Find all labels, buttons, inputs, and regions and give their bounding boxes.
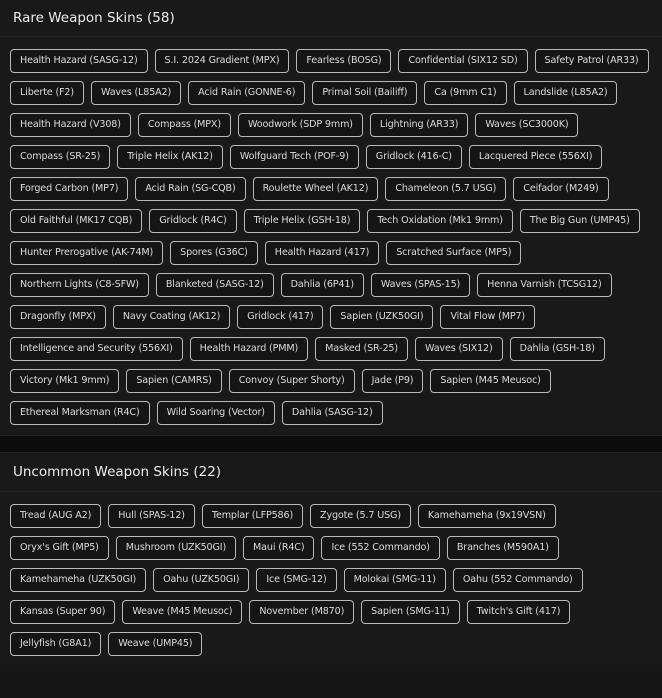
skin-chip[interactable]: Acid Rain (SG-CQB) [135, 177, 245, 201]
skin-chip[interactable]: Gridlock (R4C) [149, 209, 236, 233]
skin-chip[interactable]: Ceifador (M249) [513, 177, 608, 201]
skin-chip[interactable]: Chameleon (5.7 USG) [385, 177, 506, 201]
skin-chip[interactable]: Compass (MPX) [138, 113, 231, 137]
skin-chip[interactable]: Lightning (AR33) [370, 113, 468, 137]
skin-chip[interactable]: Gridlock (417) [237, 305, 323, 329]
skin-chip[interactable]: Twitch's Gift (417) [467, 600, 571, 624]
skin-chip[interactable]: Sapien (SMG-11) [361, 600, 459, 624]
skin-chip[interactable]: Kamehameha (UZK50GI) [10, 568, 146, 592]
rare-skins-title: Rare Weapon Skins (58) [0, 0, 662, 37]
skin-chip[interactable]: Blanketed (SASG-12) [156, 273, 274, 297]
skin-chip[interactable]: Jellyfish (G8A1) [10, 632, 101, 656]
uncommon-skins-title: Uncommon Weapon Skins (22) [0, 453, 662, 492]
skin-chip[interactable]: Ethereal Marksman (R4C) [10, 401, 150, 425]
skin-chip[interactable]: The Big Gun (UMP45) [520, 209, 640, 233]
skin-chip[interactable]: Masked (SR-25) [315, 337, 408, 361]
skin-chip[interactable]: Oahu (552 Commando) [453, 568, 583, 592]
skin-chip[interactable]: Health Hazard (PMM) [190, 337, 308, 361]
skin-chip[interactable]: Dahlia (6P41) [281, 273, 364, 297]
skin-chip[interactable]: Gridlock (416-C) [366, 145, 462, 169]
skin-chip[interactable]: Dragonfly (MPX) [10, 305, 106, 329]
skin-chip[interactable]: Henna Varnish (TCSG12) [477, 273, 611, 297]
skin-chip[interactable]: Templar (LFP586) [202, 504, 303, 528]
skin-chip[interactable]: Dahlia (GSH-18) [510, 337, 605, 361]
skin-chip[interactable]: Mushroom (UZK50GI) [116, 536, 236, 560]
skin-chip[interactable]: Ice (SMG-12) [256, 568, 336, 592]
skin-chip[interactable]: Health Hazard (V308) [10, 113, 131, 137]
skin-chip[interactable]: Convoy (Super Shorty) [229, 369, 355, 393]
skin-chip[interactable]: Kamehameha (9x19VSN) [418, 504, 556, 528]
skin-chip[interactable]: Acid Rain (GONNE-6) [188, 81, 305, 105]
skin-chip[interactable]: Roulette Wheel (AK12) [253, 177, 379, 201]
skin-chip[interactable]: Ca (9mm C1) [424, 81, 506, 105]
skin-chip[interactable]: Molokai (SMG-11) [344, 568, 446, 592]
skin-chip[interactable]: Forged Carbon (MP7) [10, 177, 128, 201]
skin-chip[interactable]: Lacquered Piece (556XI) [469, 145, 602, 169]
skin-chip[interactable]: Health Hazard (SASG-12) [10, 49, 148, 73]
skin-chip[interactable]: Victory (Mk1 9mm) [10, 369, 119, 393]
skin-chip[interactable]: November (M870) [249, 600, 354, 624]
skin-chip[interactable]: Wild Soaring (Vector) [157, 401, 275, 425]
skin-chip[interactable]: Triple Helix (GSH-18) [244, 209, 361, 233]
uncommon-skins-section [0, 453, 662, 666]
skin-chip[interactable]: Kansas (Super 90) [10, 600, 115, 624]
skin-chip[interactable]: Triple Helix (AK12) [117, 145, 223, 169]
skin-chip[interactable]: Waves (L85A2) [91, 81, 181, 105]
skin-chip[interactable]: Old Faithful (MK17 CQB) [10, 209, 142, 233]
skin-chip[interactable]: Compass (SR-25) [10, 145, 110, 169]
skin-chip[interactable]: Vital Flow (MP7) [440, 305, 535, 329]
skin-chip[interactable]: Waves (SPAS-15) [371, 273, 470, 297]
skin-chip[interactable]: Tread (AUG A2) [10, 504, 101, 528]
skin-chip[interactable]: Oryx's Gift (MP5) [10, 536, 109, 560]
skin-chip[interactable]: Intelligence and Security (556XI) [10, 337, 183, 361]
skin-chip[interactable]: Zygote (5.7 USG) [310, 504, 411, 528]
skin-chip[interactable]: Waves (SC3000K) [475, 113, 578, 137]
skin-chip[interactable]: Branches (M590A1) [447, 536, 559, 560]
skin-chip[interactable]: Spores (G36C) [170, 241, 258, 265]
skin-chip[interactable]: Dahlia (SASG-12) [282, 401, 383, 425]
skin-chip[interactable]: Maui (R4C) [243, 536, 314, 560]
skin-chip[interactable]: Safety Patrol (AR33) [535, 49, 649, 73]
skin-chip[interactable]: Sapien (UZK50GI) [330, 305, 433, 329]
skin-chip[interactable]: Fearless (BOSG) [296, 49, 391, 73]
skin-chip[interactable]: Ice (552 Commando) [321, 536, 439, 560]
skin-chip[interactable]: Oahu (UZK50GI) [153, 568, 249, 592]
skin-chip[interactable]: Sapien (M45 Meusoc) [430, 369, 550, 393]
skin-chip[interactable]: Health Hazard (417) [265, 241, 379, 265]
skin-chip[interactable]: Waves (SIX12) [415, 337, 503, 361]
rare-skins-list [0, 37, 662, 435]
skin-chip[interactable]: Northern Lights (C8-SFW) [10, 273, 149, 297]
skin-chip[interactable]: Sapien (CAMRS) [126, 369, 221, 393]
skin-chip[interactable]: Scratched Surface (MP5) [386, 241, 521, 265]
skin-chip[interactable]: Hunter Prerogative (AK-74M) [10, 241, 163, 265]
skin-chip[interactable]: Weave (M45 Meusoc) [122, 600, 242, 624]
skin-chip[interactable]: Weave (UMP45) [108, 632, 202, 656]
skin-chip[interactable]: Confidential (SIX12 SD) [398, 49, 527, 73]
uncommon-skins-list [0, 492, 662, 666]
skin-chip[interactable]: Tech Oxidation (Mk1 9mm) [367, 209, 513, 233]
skin-chip[interactable]: Landslide (L85A2) [514, 81, 618, 105]
skin-chip[interactable]: S.I. 2024 Gradient (MPX) [155, 49, 290, 73]
section-divider [0, 435, 662, 453]
skin-chip[interactable]: Liberte (F2) [10, 81, 84, 105]
skin-chip[interactable]: Primal Soil (Bailiff) [312, 81, 417, 105]
skin-chip[interactable]: Jade (P9) [362, 369, 424, 393]
skin-chip[interactable]: Woodwork (SDP 9mm) [238, 113, 363, 137]
skin-chip[interactable]: Wolfguard Tech (POF-9) [230, 145, 359, 169]
skin-chip[interactable]: Hull (SPAS-12) [108, 504, 195, 528]
skin-chip[interactable]: Navy Coating (AK12) [113, 305, 230, 329]
